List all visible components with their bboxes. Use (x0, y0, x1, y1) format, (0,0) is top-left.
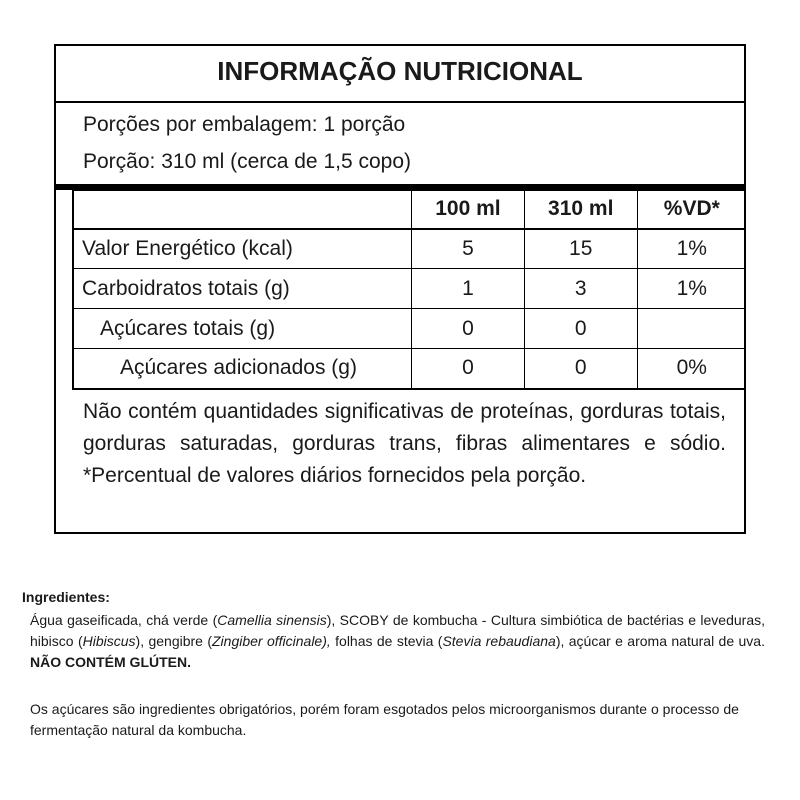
row-value-100ml: 0 (412, 349, 525, 389)
row-value-vd: 1% (637, 229, 746, 269)
gluten-free-notice: NÃO CONTÉM GLÚTEN. (30, 654, 191, 670)
row-label: Açúcares totais (g) (73, 309, 412, 349)
sugar-note: Os açúcares são ingredientes obrigatórios, porém foram esgotados pelos microorganismos durante o processo de fermentação natural da kombucha. (30, 701, 739, 738)
row-label: Carboidratos totais (g) (73, 269, 412, 309)
ingredients-list (30, 610, 765, 673)
ingredients-scientific-name: Stevia rebaudiana (442, 633, 556, 649)
row-value-310ml: 15 (524, 229, 637, 269)
table-row (73, 349, 746, 389)
table-row (73, 309, 746, 349)
row-value-310ml: 3 (524, 269, 637, 309)
table-header-row (73, 191, 746, 229)
serving-size: Porção: 310 ml (cerca de 1,5 copo) (83, 150, 412, 173)
panel-footnote: Não contém quantidades significativas de proteínas, gorduras totais, gorduras saturadas, gorduras trans, fibras alimentares e sódio. *Percentual de valores diários fornecidos pela porção. (83, 400, 726, 487)
servings-per-package: Porções por embalagem: 1 porção (83, 113, 406, 136)
ingredients-text: Água gaseificada, chá verde ( (30, 612, 218, 628)
row-value-100ml: 5 (412, 229, 525, 269)
row-value-310ml: 0 (524, 349, 637, 389)
ingredients-text: folhas de stevia ( (330, 633, 443, 649)
header-blank (73, 191, 412, 229)
ingredients-scientific-name: Zingiber officinale), (212, 633, 331, 649)
panel-title: INFORMAÇÃO NUTRICIONAL (56, 46, 744, 103)
row-value-100ml: 1 (412, 269, 525, 309)
ingredients-text: ), gengibre ( (135, 633, 212, 649)
ingredients-text: ), SCOBY de kombucha - Cultura simbiótica de bactérias e leveduras, hibisco ( (30, 612, 766, 649)
header-310ml: 310 ml (524, 191, 637, 229)
row-value-100ml: 0 (412, 309, 525, 349)
ingredients-scientific-name: Hibiscus (82, 633, 136, 649)
table-row (73, 269, 746, 309)
header-vd: %VD* (637, 191, 746, 229)
row-value-vd: 0% (637, 349, 746, 389)
row-label: Açúcares adicionados (g) (73, 349, 412, 389)
ingredients-text: ), açúcar e aroma natural de uva. (555, 633, 765, 649)
table-row (73, 229, 746, 269)
row-value-310ml: 0 (524, 309, 637, 349)
ingredients-heading: Ingredientes: (22, 589, 110, 605)
nutrition-facts-panel (54, 44, 746, 534)
ingredients-scientific-name: Camellia sinensis (217, 612, 327, 628)
row-value-vd: 1% (637, 269, 746, 309)
row-label: Valor Energético (kcal) (73, 229, 412, 269)
row-value-vd (637, 309, 746, 349)
header-100ml: 100 ml (412, 191, 525, 229)
nutrition-table (72, 190, 746, 390)
